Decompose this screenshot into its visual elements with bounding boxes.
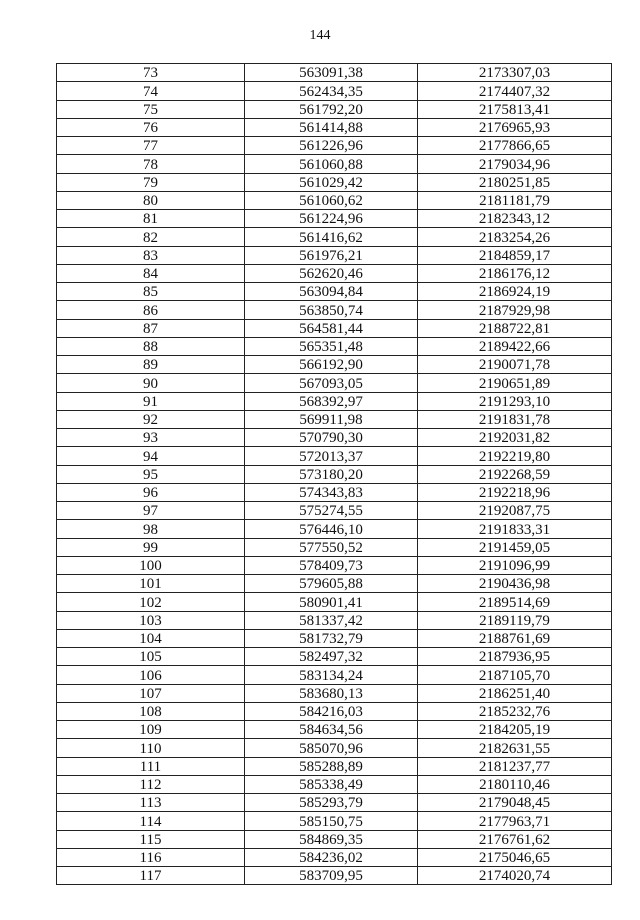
- y-coordinate-cell: 2191096,99: [418, 556, 612, 574]
- point-number-cell: 76: [57, 118, 245, 136]
- x-coordinate-cell: 577550,52: [245, 538, 418, 556]
- point-number-cell: 90: [57, 374, 245, 392]
- y-coordinate-cell: 2174020,74: [418, 867, 612, 885]
- table-row: [57, 794, 612, 812]
- y-coordinate-cell: 2192219,80: [418, 447, 612, 465]
- table-row: [57, 648, 612, 666]
- x-coordinate-cell: 565351,48: [245, 337, 418, 355]
- x-coordinate-cell: 567093,05: [245, 374, 418, 392]
- y-coordinate-cell: 2176761,62: [418, 830, 612, 848]
- x-coordinate-cell: 564581,44: [245, 319, 418, 337]
- table-row: [57, 684, 612, 702]
- x-coordinate-cell: 561414,88: [245, 118, 418, 136]
- table-row: [57, 173, 612, 191]
- y-coordinate-cell: 2174407,32: [418, 82, 612, 100]
- table-row: [57, 118, 612, 136]
- x-coordinate-cell: 561416,62: [245, 228, 418, 246]
- y-coordinate-cell: 2192031,82: [418, 429, 612, 447]
- x-coordinate-cell: 563850,74: [245, 301, 418, 319]
- point-number-cell: 79: [57, 173, 245, 191]
- x-coordinate-cell: 585338,49: [245, 775, 418, 793]
- y-coordinate-cell: 2176965,93: [418, 118, 612, 136]
- x-coordinate-cell: 561060,88: [245, 155, 418, 173]
- y-coordinate-cell: 2173307,03: [418, 64, 612, 82]
- y-coordinate-cell: 2191831,78: [418, 410, 612, 428]
- point-number-cell: 116: [57, 848, 245, 866]
- y-coordinate-cell: 2188722,81: [418, 319, 612, 337]
- point-number-cell: 112: [57, 775, 245, 793]
- table-row: [57, 100, 612, 118]
- point-number-cell: 109: [57, 721, 245, 739]
- table-row: [57, 410, 612, 428]
- table-row: [57, 867, 612, 885]
- table-row: [57, 757, 612, 775]
- x-coordinate-cell: 585150,75: [245, 812, 418, 830]
- y-coordinate-cell: 2181237,77: [418, 757, 612, 775]
- x-coordinate-cell: 585288,89: [245, 757, 418, 775]
- point-number-cell: 103: [57, 611, 245, 629]
- x-coordinate-cell: 578409,73: [245, 556, 418, 574]
- y-coordinate-cell: 2181181,79: [418, 191, 612, 209]
- point-number-cell: 89: [57, 356, 245, 374]
- y-coordinate-cell: 2187929,98: [418, 301, 612, 319]
- table-row: [57, 775, 612, 793]
- point-number-cell: 98: [57, 520, 245, 538]
- y-coordinate-cell: 2180251,85: [418, 173, 612, 191]
- y-coordinate-cell: 2175046,65: [418, 848, 612, 866]
- table-row: [57, 575, 612, 593]
- point-number-cell: 74: [57, 82, 245, 100]
- coordinates-table-body: [57, 64, 612, 885]
- point-number-cell: 77: [57, 137, 245, 155]
- table-row: [57, 666, 612, 684]
- table-row: [57, 137, 612, 155]
- x-coordinate-cell: 583134,24: [245, 666, 418, 684]
- table-row: [57, 593, 612, 611]
- table-row: [57, 264, 612, 282]
- table-row: [57, 465, 612, 483]
- y-coordinate-cell: 2186176,12: [418, 264, 612, 282]
- table-row: [57, 483, 612, 501]
- table-row: [57, 629, 612, 647]
- table-row: [57, 502, 612, 520]
- x-coordinate-cell: 585070,96: [245, 739, 418, 757]
- point-number-cell: 75: [57, 100, 245, 118]
- point-number-cell: 115: [57, 830, 245, 848]
- y-coordinate-cell: 2179034,96: [418, 155, 612, 173]
- table-row: [57, 337, 612, 355]
- y-coordinate-cell: 2192218,96: [418, 483, 612, 501]
- table-row: [57, 392, 612, 410]
- point-number-cell: 114: [57, 812, 245, 830]
- table-row: [57, 447, 612, 465]
- x-coordinate-cell: 562434,35: [245, 82, 418, 100]
- x-coordinate-cell: 569911,98: [245, 410, 418, 428]
- table-row: [57, 228, 612, 246]
- table-row: [57, 210, 612, 228]
- x-coordinate-cell: 583709,95: [245, 867, 418, 885]
- y-coordinate-cell: 2184859,17: [418, 246, 612, 264]
- point-number-cell: 84: [57, 264, 245, 282]
- table-row: [57, 611, 612, 629]
- y-coordinate-cell: 2192087,75: [418, 502, 612, 520]
- point-number-cell: 106: [57, 666, 245, 684]
- point-number-cell: 104: [57, 629, 245, 647]
- y-coordinate-cell: 2192268,59: [418, 465, 612, 483]
- point-number-cell: 88: [57, 337, 245, 355]
- table-row: [57, 82, 612, 100]
- point-number-cell: 83: [57, 246, 245, 264]
- table-row: [57, 374, 612, 392]
- y-coordinate-cell: 2191293,10: [418, 392, 612, 410]
- point-number-cell: 86: [57, 301, 245, 319]
- point-number-cell: 93: [57, 429, 245, 447]
- point-number-cell: 113: [57, 794, 245, 812]
- x-coordinate-cell: 580901,41: [245, 593, 418, 611]
- table-row: [57, 283, 612, 301]
- point-number-cell: 102: [57, 593, 245, 611]
- point-number-cell: 95: [57, 465, 245, 483]
- x-coordinate-cell: 585293,79: [245, 794, 418, 812]
- x-coordinate-cell: 584216,03: [245, 702, 418, 720]
- point-number-cell: 92: [57, 410, 245, 428]
- table-row: [57, 520, 612, 538]
- point-number-cell: 85: [57, 283, 245, 301]
- table-row: [57, 721, 612, 739]
- x-coordinate-cell: 581337,42: [245, 611, 418, 629]
- page-number: 144: [309, 28, 331, 43]
- y-coordinate-cell: 2189422,66: [418, 337, 612, 355]
- table-row: [57, 556, 612, 574]
- point-number-cell: 82: [57, 228, 245, 246]
- point-number-cell: 111: [57, 757, 245, 775]
- x-coordinate-cell: 561226,96: [245, 137, 418, 155]
- y-coordinate-cell: 2187936,95: [418, 648, 612, 666]
- x-coordinate-cell: 561224,96: [245, 210, 418, 228]
- x-coordinate-cell: 584869,35: [245, 830, 418, 848]
- y-coordinate-cell: 2186251,40: [418, 684, 612, 702]
- x-coordinate-cell: 573180,20: [245, 465, 418, 483]
- table-row: [57, 739, 612, 757]
- y-coordinate-cell: 2189119,79: [418, 611, 612, 629]
- y-coordinate-cell: 2190436,98: [418, 575, 612, 593]
- point-number-cell: 96: [57, 483, 245, 501]
- x-coordinate-cell: 572013,37: [245, 447, 418, 465]
- point-number-cell: 81: [57, 210, 245, 228]
- y-coordinate-cell: 2177866,65: [418, 137, 612, 155]
- point-number-cell: 108: [57, 702, 245, 720]
- table-row: [57, 64, 612, 82]
- y-coordinate-cell: 2184205,19: [418, 721, 612, 739]
- y-coordinate-cell: 2177963,71: [418, 812, 612, 830]
- y-coordinate-cell: 2185232,76: [418, 702, 612, 720]
- y-coordinate-cell: 2175813,41: [418, 100, 612, 118]
- x-coordinate-cell: 574343,83: [245, 483, 418, 501]
- table-row: [57, 812, 612, 830]
- y-coordinate-cell: 2190651,89: [418, 374, 612, 392]
- x-coordinate-cell: 563094,84: [245, 283, 418, 301]
- x-coordinate-cell: 581732,79: [245, 629, 418, 647]
- y-coordinate-cell: 2183254,26: [418, 228, 612, 246]
- y-coordinate-cell: 2191459,05: [418, 538, 612, 556]
- x-coordinate-cell: 584634,56: [245, 721, 418, 739]
- y-coordinate-cell: 2182631,55: [418, 739, 612, 757]
- point-number-cell: 100: [57, 556, 245, 574]
- point-number-cell: 107: [57, 684, 245, 702]
- y-coordinate-cell: 2187105,70: [418, 666, 612, 684]
- y-coordinate-cell: 2182343,12: [418, 210, 612, 228]
- x-coordinate-cell: 579605,88: [245, 575, 418, 593]
- y-coordinate-cell: 2188761,69: [418, 629, 612, 647]
- point-number-cell: 97: [57, 502, 245, 520]
- x-coordinate-cell: 566192,90: [245, 356, 418, 374]
- x-coordinate-cell: 570790,30: [245, 429, 418, 447]
- y-coordinate-cell: 2190071,78: [418, 356, 612, 374]
- y-coordinate-cell: 2179048,45: [418, 794, 612, 812]
- table-row: [57, 356, 612, 374]
- point-number-cell: 105: [57, 648, 245, 666]
- y-coordinate-cell: 2186924,19: [418, 283, 612, 301]
- point-number-cell: 78: [57, 155, 245, 173]
- x-coordinate-cell: 561976,21: [245, 246, 418, 264]
- y-coordinate-cell: 2191833,31: [418, 520, 612, 538]
- x-coordinate-cell: 584236,02: [245, 848, 418, 866]
- x-coordinate-cell: 561792,20: [245, 100, 418, 118]
- x-coordinate-cell: 561060,62: [245, 191, 418, 209]
- table-row: [57, 155, 612, 173]
- y-coordinate-cell: 2189514,69: [418, 593, 612, 611]
- table-row: [57, 319, 612, 337]
- point-number-cell: 73: [57, 64, 245, 82]
- point-number-cell: 87: [57, 319, 245, 337]
- point-number-cell: 80: [57, 191, 245, 209]
- table-row: [57, 246, 612, 264]
- table-row: [57, 702, 612, 720]
- table-row: [57, 830, 612, 848]
- coordinates-table: [56, 63, 612, 885]
- x-coordinate-cell: 575274,55: [245, 502, 418, 520]
- point-number-cell: 99: [57, 538, 245, 556]
- table-row: [57, 538, 612, 556]
- table-row: [57, 191, 612, 209]
- y-coordinate-cell: 2180110,46: [418, 775, 612, 793]
- point-number-cell: 117: [57, 867, 245, 885]
- point-number-cell: 91: [57, 392, 245, 410]
- x-coordinate-cell: 583680,13: [245, 684, 418, 702]
- table-row: [57, 429, 612, 447]
- table-row: [57, 848, 612, 866]
- point-number-cell: 110: [57, 739, 245, 757]
- x-coordinate-cell: 563091,38: [245, 64, 418, 82]
- x-coordinate-cell: 576446,10: [245, 520, 418, 538]
- point-number-cell: 94: [57, 447, 245, 465]
- table-row: [57, 301, 612, 319]
- x-coordinate-cell: 561029,42: [245, 173, 418, 191]
- point-number-cell: 101: [57, 575, 245, 593]
- x-coordinate-cell: 568392,97: [245, 392, 418, 410]
- x-coordinate-cell: 582497,32: [245, 648, 418, 666]
- x-coordinate-cell: 562620,46: [245, 264, 418, 282]
